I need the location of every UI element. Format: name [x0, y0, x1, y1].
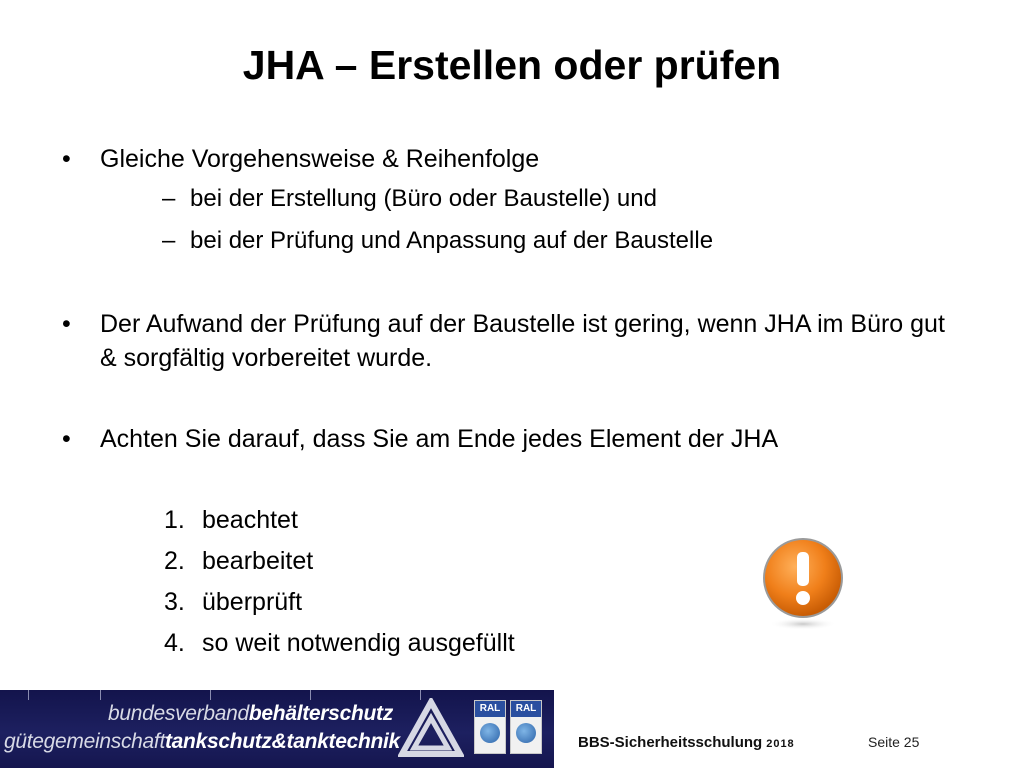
numbered-item — [164, 587, 302, 617]
bullet-marker: • — [62, 310, 71, 338]
item-number: 3. — [164, 588, 185, 616]
bullet-item — [62, 307, 960, 375]
item-text: beachtet — [202, 506, 298, 534]
banner-line-1: bundesverbandbehälterschutz — [108, 702, 393, 725]
numbered-item — [164, 628, 515, 658]
sub-item-text: bei der Erstellung (Büro oder Baustelle) und — [190, 185, 657, 212]
item-text: bearbeitet — [202, 547, 314, 575]
sub-item — [162, 226, 713, 256]
item-text: so weit notwendig ausgefüllt — [202, 629, 515, 657]
bullet-marker: • — [62, 425, 71, 453]
bullet-text: Der Aufwand der Prüfung auf der Baustelle ist gering, wenn JHA im Büro gut & sorgfältig vorbereitet wurde. — [100, 310, 945, 372]
triangle-logo-icon — [398, 698, 464, 760]
sub-item — [162, 184, 657, 214]
sub-item-text: bei der Prüfung und Anpassung auf der Baustelle — [190, 227, 714, 254]
numbered-item — [164, 546, 313, 576]
ral-seal-tankschutz: RAL — [474, 700, 506, 754]
dash-marker: – — [162, 227, 176, 254]
numbered-item — [164, 505, 298, 535]
association-banner — [0, 690, 554, 768]
bullet-marker: • — [62, 145, 71, 173]
item-number: 2. — [164, 547, 185, 575]
page-number: Seite 25 — [868, 734, 920, 750]
bullet-item — [62, 142, 960, 176]
item-number: 1. — [164, 506, 185, 534]
exclamation-warning-icon — [760, 536, 846, 632]
ral-seal-tanktechnik: RAL — [510, 700, 542, 754]
banner-line-2: gütegemeinschafttankschutz&tanktechnik — [4, 730, 400, 753]
item-number: 4. — [164, 629, 185, 657]
bullet-text: Gleiche Vorgehensweise & Reihenfolge — [100, 145, 540, 173]
bullet-item — [62, 422, 960, 456]
slide-title: JHA – Erstellen oder prüfen — [242, 42, 782, 88]
slide-footer — [0, 690, 1024, 768]
course-name: BBS-Sicherheitsschulung 2018 — [578, 734, 795, 751]
item-text: überprüft — [202, 588, 303, 616]
bullet-text: Achten Sie darauf, dass Sie am Ende jedes Element der JHA — [100, 425, 779, 453]
dash-marker: – — [162, 185, 176, 212]
